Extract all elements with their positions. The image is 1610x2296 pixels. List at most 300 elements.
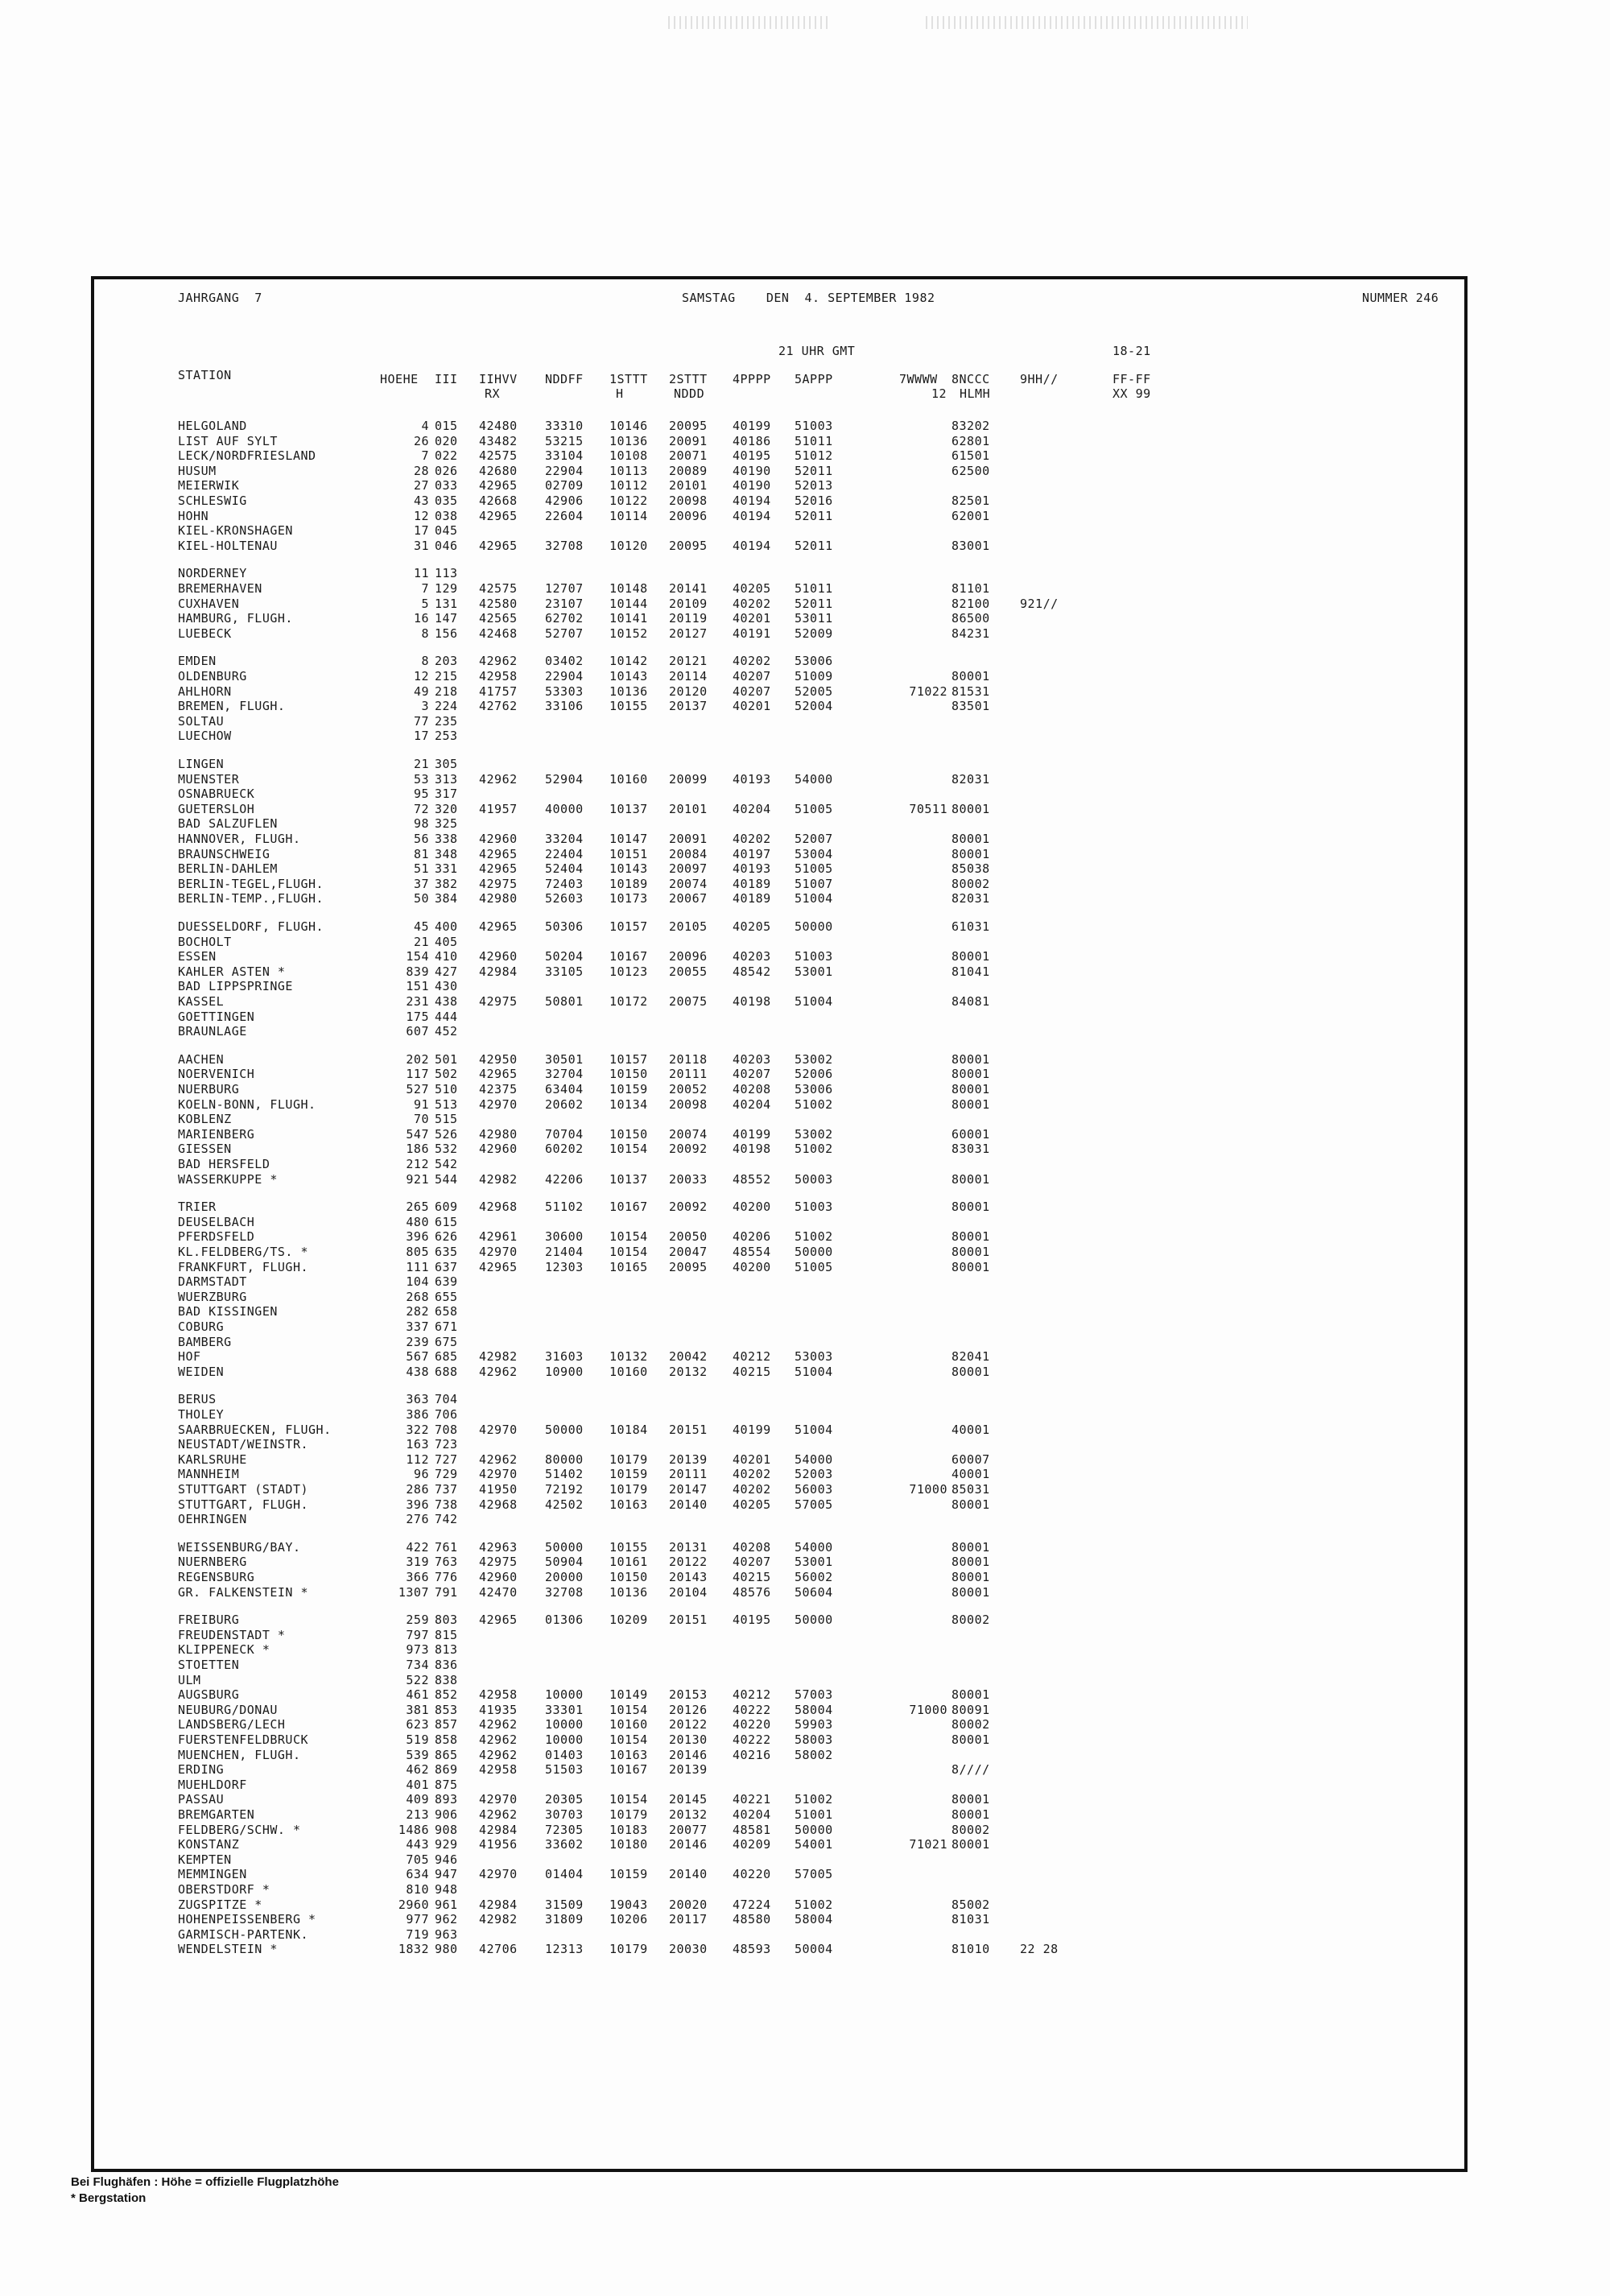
group-nddff: 42906 [545,493,584,508]
station-number: 706 [435,1407,458,1422]
group-pressure: 40205 [733,919,771,934]
group-temperature: 10144 [609,596,648,611]
station-height: 527 [406,1082,429,1096]
group-pressure: 40212 [733,1687,771,1703]
group-pressure: 40207 [733,669,771,683]
station-number: 906 [435,1807,458,1822]
group-temperature: 10108 [609,448,648,464]
station-name: WASSERKUPPE * [178,1171,278,1187]
station-name: KOELN-BONN, FLUGH. [178,1096,316,1112]
station-number: 980 [435,1942,458,1957]
group-weather: 71000 [909,1482,947,1497]
group-iihvv: 42762 [479,699,518,714]
group-tendency: 51002 [795,1096,833,1112]
station-number: 865 [435,1747,458,1762]
group-temperature: 10154 [609,1732,648,1747]
group-iihvv: 42984 [479,1822,518,1837]
group-temperature: 10143 [609,861,648,877]
station-number: 502 [435,1067,458,1082]
group-temperature: 10146 [609,419,648,433]
station-name: BAD KISSINGEN [178,1304,278,1319]
group-nddff: 30501 [545,1051,584,1067]
station-height: 2960 [398,1897,429,1912]
station-name: ERDING [178,1762,225,1778]
table-row [94,1172,1463,1187]
station-name: OLDENBURG [178,669,247,683]
station-height: 719 [406,1926,429,1942]
group-nddff: 22404 [545,846,584,861]
group-dewpoint: 20127 [669,626,708,641]
station-number: 962 [435,1912,458,1927]
table-row [94,1467,1463,1481]
table-row [94,1274,1463,1289]
group-nddff: 10000 [545,1687,584,1703]
table-row [94,1304,1463,1319]
group-nddff: 52603 [545,891,584,906]
group-tendency: 54000 [795,1452,833,1467]
group-dewpoint: 20151 [669,1613,708,1628]
group-clouds: 61031 [952,919,990,934]
group-nddff: 50204 [545,949,584,964]
station-height: 519 [406,1732,429,1747]
group-tendency: 51004 [795,1364,833,1379]
group-dewpoint: 20141 [669,581,708,596]
group-temperature: 10155 [609,699,648,714]
station-number: 045 [435,523,458,539]
group-clouds: 83501 [952,699,990,714]
group-pressure: 40221 [733,1792,771,1807]
station-height: 547 [406,1126,429,1142]
group-clouds: 85038 [952,861,990,877]
station-number: 156 [435,626,458,641]
station-name: MUENCHEN, FLUGH. [178,1747,301,1762]
table-row [94,493,1463,508]
group-nddff: 21404 [545,1245,584,1259]
group-temperature: 10179 [609,1807,648,1822]
group-pressure: 40195 [733,1613,771,1628]
group-clouds: 82041 [952,1349,990,1365]
group-clouds: 62801 [952,433,990,448]
group-temperature: 10120 [609,538,648,553]
group-clouds: 81101 [952,581,990,596]
group-tendency: 51009 [795,669,833,683]
group-tendency: 52016 [795,493,833,508]
station-name: PFERDSFELD [178,1229,255,1245]
station-number: 675 [435,1334,458,1349]
col-hoehe: HOEHE [380,372,419,386]
group-pressure: 40186 [733,433,771,448]
col-ff: FF-FF [1113,372,1151,386]
station-name: BAD SALZUFLEN [178,816,278,832]
station-height: 839 [406,964,429,979]
group-temperature: 10123 [609,964,648,979]
group-tendency: 52011 [795,463,833,478]
station-height: 810 [406,1882,429,1897]
table-row [94,1942,1463,1956]
group-iihvv: 42962 [479,1717,518,1732]
group-pressure: 40198 [733,994,771,1009]
station-number: 313 [435,771,458,787]
group-temperature: 10165 [609,1259,648,1274]
station-number: 400 [435,919,458,934]
group-temperature: 10179 [609,1452,648,1467]
group-iihvv: 42963 [479,1539,518,1555]
group-temperature: 10147 [609,832,648,846]
station-number: 224 [435,699,458,714]
station-number: 235 [435,713,458,729]
group-temperature: 10189 [609,876,648,891]
col-nccc-sub: HLMH [960,386,991,401]
group-dewpoint: 20092 [669,1142,708,1157]
station-height: 282 [406,1304,429,1319]
group-dewpoint: 20047 [669,1245,708,1259]
group-iihvv: 42962 [479,1452,518,1467]
group-iihvv: 42706 [479,1942,518,1957]
group-temperature: 10122 [609,493,648,508]
station-name: LUECHOW [178,729,232,744]
station-height: 43 [413,493,429,508]
group-pressure: 40220 [733,1717,771,1732]
station-name: THOLEY [178,1407,225,1422]
station-name: OBERSTDORF * [178,1882,270,1897]
group-tendency: 51005 [795,801,833,816]
station-name: BERLIN-TEMP.,FLUGH. [178,891,324,906]
group-tendency: 52005 [795,683,833,699]
station-height: 3 [421,699,429,714]
col-iii: III [435,372,458,386]
group-nddff: 62702 [545,611,584,626]
group-nddff: 20000 [545,1570,584,1584]
group-dewpoint: 20119 [669,611,708,626]
station-name: CUXHAVEN [178,596,240,611]
group-nddff: 33105 [545,964,584,979]
table-row [94,1010,1463,1024]
station-height: 973 [406,1642,429,1658]
station-number: 384 [435,891,458,906]
group-iihvv: 42968 [479,1200,518,1215]
group-pressure: 40203 [733,1051,771,1067]
table-row [94,1912,1463,1926]
station-number: 947 [435,1867,458,1882]
station-height: 386 [406,1407,429,1422]
station-number: 320 [435,801,458,816]
station-name: COBURG [178,1319,225,1334]
group-tendency: 54000 [795,771,833,787]
group-temperature: 10150 [609,1067,648,1082]
station-name: STUTTGART (STADT) [178,1482,309,1497]
group-dewpoint: 20140 [669,1867,708,1882]
group-pressure: 40205 [733,1497,771,1512]
station-number: 776 [435,1570,458,1584]
table-row [94,1613,1463,1627]
group-tendency: 51003 [795,949,833,964]
group-temperature: 10136 [609,1584,648,1600]
group-temperature: 10183 [609,1822,648,1837]
station-height: 409 [406,1792,429,1807]
station-height: 265 [406,1200,429,1215]
station-height: 186 [406,1142,429,1157]
group-tendency: 52006 [795,1067,833,1082]
group-iihvv: 42960 [479,1570,518,1584]
group-tendency: 53006 [795,654,833,669]
group-iihvv: 41957 [479,801,518,816]
group-dewpoint: 20120 [669,683,708,699]
group-iihvv: 42975 [479,1555,518,1570]
table-row [94,1837,1463,1852]
station-name: FUERSTENFELDBRUCK [178,1732,309,1747]
station-height: 8 [421,626,429,641]
table-row [94,1703,1463,1717]
station-name: KARLSRUHE [178,1452,247,1467]
station-number: 026 [435,463,458,478]
group-dewpoint: 20075 [669,994,708,1009]
station-name: BERLIN-TEGEL,FLUGH. [178,876,324,891]
station-number: 046 [435,538,458,553]
group-weather: 71022 [909,683,947,699]
station-name: LINGEN [178,757,225,771]
group-clouds: 80001 [952,1584,990,1600]
table-row [94,1762,1463,1777]
group-tendency: 51002 [795,1897,833,1912]
group-nddff: 72305 [545,1822,584,1837]
station-number: 639 [435,1274,458,1290]
table-row [94,1365,1463,1379]
group-tendency: 52013 [795,478,833,493]
station-height: 1832 [398,1942,429,1957]
station-number: 671 [435,1319,458,1334]
station-height: 7 [421,581,429,596]
table-row [94,434,1463,448]
station-number: 869 [435,1762,458,1778]
group-pressure: 40202 [733,1482,771,1497]
group-nddff: 33104 [545,448,584,464]
group-iihvv: 42970 [479,1867,518,1882]
group-nddff: 32708 [545,1584,584,1600]
station-height: 259 [406,1613,429,1628]
station-number: 513 [435,1096,458,1112]
group-dewpoint: 20020 [669,1897,708,1912]
group-clouds: 61501 [952,448,990,464]
group-pressure: 48580 [733,1912,771,1927]
group-temperature: 10154 [609,1702,648,1717]
group-dewpoint: 20097 [669,861,708,877]
table-row [94,1452,1463,1467]
group-nddff: 01403 [545,1747,584,1762]
station-name: AACHEN [178,1051,225,1067]
group-dewpoint: 20092 [669,1200,708,1215]
group-clouds: 80091 [952,1702,990,1717]
table-row [94,979,1463,993]
table-row [94,1852,1463,1867]
group-tendency: 51011 [795,433,833,448]
group-iihvv: 42970 [479,1422,518,1437]
group-temperature: 10167 [609,1200,648,1215]
station-number: 961 [435,1897,458,1912]
table-row [94,1792,1463,1807]
group-pressure: 40197 [733,846,771,861]
station-number: 637 [435,1259,458,1274]
group-dewpoint: 20098 [669,493,708,508]
group-dewpoint: 20117 [669,1912,708,1927]
group-tendency: 52011 [795,596,833,611]
group-temperature: 10151 [609,846,648,861]
group-tendency: 56003 [795,1482,833,1497]
group-pressure: 40193 [733,861,771,877]
group-clouds: 80001 [952,949,990,964]
group-temperature: 10137 [609,1171,648,1187]
group-pressure: 40190 [733,463,771,478]
station-name: FELDBERG/SCHW. * [178,1822,301,1837]
station-name: KIEL-HOLTENAU [178,538,278,553]
col-appp: 5APPP [795,372,833,386]
station-height: 28 [413,463,429,478]
station-name: REGENSBURG [178,1570,255,1584]
station-height: 734 [406,1658,429,1672]
group-clouds: 80002 [952,1613,990,1628]
table-row [94,772,1463,787]
station-number: 113 [435,566,458,581]
station-number: 704 [435,1392,458,1407]
station-number: 836 [435,1658,458,1672]
col-stt2-sub: NDDD [674,386,705,401]
group-dewpoint: 20122 [669,1555,708,1570]
group-clouds: 83001 [952,538,990,553]
station-height: 805 [406,1245,429,1259]
group-dewpoint: 20089 [669,463,708,478]
group-nddff: 50000 [545,1422,584,1437]
station-height: 17 [413,523,429,539]
station-number: 215 [435,669,458,683]
group-iihvv: 42962 [479,1364,518,1379]
group-clouds: 80001 [952,1732,990,1747]
group-tendency: 57005 [795,1867,833,1882]
station-height: 45 [413,919,429,934]
table-row [94,1778,1463,1792]
group-pressure: 40220 [733,1867,771,1882]
group-clouds: 81031 [952,1912,990,1927]
group-pressure: 40222 [733,1732,771,1747]
table-row [94,1748,1463,1762]
group-nddff: 51402 [545,1467,584,1482]
group-iihvv: 42958 [479,669,518,683]
table-row [94,1127,1463,1142]
group-nddff: 51102 [545,1200,584,1215]
station-name: HOHENPEISSENBERG * [178,1912,316,1927]
group-temperature: 10152 [609,626,648,641]
table-row [94,787,1463,801]
group-nddff: 80000 [545,1452,584,1467]
group-iihvv: 42965 [479,508,518,523]
station-height: 319 [406,1555,429,1570]
group-dewpoint: 20096 [669,949,708,964]
group-pressure: 48552 [733,1171,771,1187]
report-date: SAMSTAG DEN 4. SEPTEMBER 1982 [682,291,935,305]
group-clouds: 80001 [952,832,990,846]
station-height: 607 [406,1024,429,1039]
station-height: 112 [406,1452,429,1467]
station-name: STOETTEN [178,1658,240,1672]
group-tendency: 50000 [795,1245,833,1259]
table-row [94,611,1463,626]
table-row [94,523,1463,538]
col-nddff: NDDFF [545,372,584,386]
station-name: OEHRINGEN [178,1512,247,1527]
group-pressure: 40200 [733,1200,771,1215]
table-row [94,699,1463,713]
station-name: MANNHEIM [178,1467,240,1482]
group-tendency: 50000 [795,1613,833,1628]
group-extra: 22 28 [1020,1942,1059,1957]
station-height: 49 [413,683,429,699]
station-number: 742 [435,1512,458,1527]
group-dewpoint: 20111 [669,1067,708,1082]
group-temperature: 10143 [609,669,648,683]
group-nddff: 22604 [545,508,584,523]
group-iihvv: 42965 [479,846,518,861]
group-tendency: 51005 [795,1259,833,1274]
station-height: 51 [413,861,429,877]
station-height: 98 [413,816,429,832]
group-iihvv: 42580 [479,596,518,611]
station-number: 708 [435,1422,458,1437]
group-tendency: 56002 [795,1570,833,1584]
table-row [94,1687,1463,1702]
station-number: 452 [435,1024,458,1039]
group-iihvv: 42965 [479,919,518,934]
table-row [94,1229,1463,1244]
station-name: NUERNBERG [178,1555,247,1570]
group-tendency: 53006 [795,1082,833,1096]
table-row [94,1642,1463,1657]
group-iihvv: 42480 [479,419,518,433]
group-nddff: 01306 [545,1613,584,1628]
group-iihvv: 42962 [479,771,518,787]
group-nddff: 50801 [545,994,584,1009]
group-pressure: 40208 [733,1082,771,1096]
group-iihvv: 42965 [479,538,518,553]
station-name: TRIER [178,1200,217,1215]
group-nddff: 10900 [545,1364,584,1379]
group-clouds: 82031 [952,891,990,906]
group-temperature: 10167 [609,1762,648,1778]
station-number: 737 [435,1482,458,1497]
station-number: 658 [435,1304,458,1319]
station-name: DUESSELDORF, FLUGH. [178,919,324,934]
table-row [94,729,1463,743]
group-pressure: 40208 [733,1539,771,1555]
group-iihvv: 42965 [479,1613,518,1628]
station-number: 305 [435,757,458,771]
group-tendency: 52011 [795,508,833,523]
group-nddff: 03402 [545,654,584,669]
station-name: SCHLESWIG [178,493,247,508]
group-temperature: 10159 [609,1867,648,1882]
group-iihvv: 42962 [479,654,518,669]
station-height: 366 [406,1570,429,1584]
station-number: 946 [435,1852,458,1867]
group-clouds: 82501 [952,493,990,508]
group-dewpoint: 20050 [669,1229,708,1245]
group-tendency: 53004 [795,846,833,861]
group-nddff: 50306 [545,919,584,934]
group-pressure: 40215 [733,1570,771,1584]
station-height: 117 [406,1067,429,1082]
station-name: NUERBURG [178,1082,240,1096]
station-height: 70 [413,1112,429,1127]
group-iihvv: 42980 [479,1126,518,1142]
group-clouds: 85031 [952,1482,990,1497]
station-name: NEUBURG/DONAU [178,1702,278,1717]
